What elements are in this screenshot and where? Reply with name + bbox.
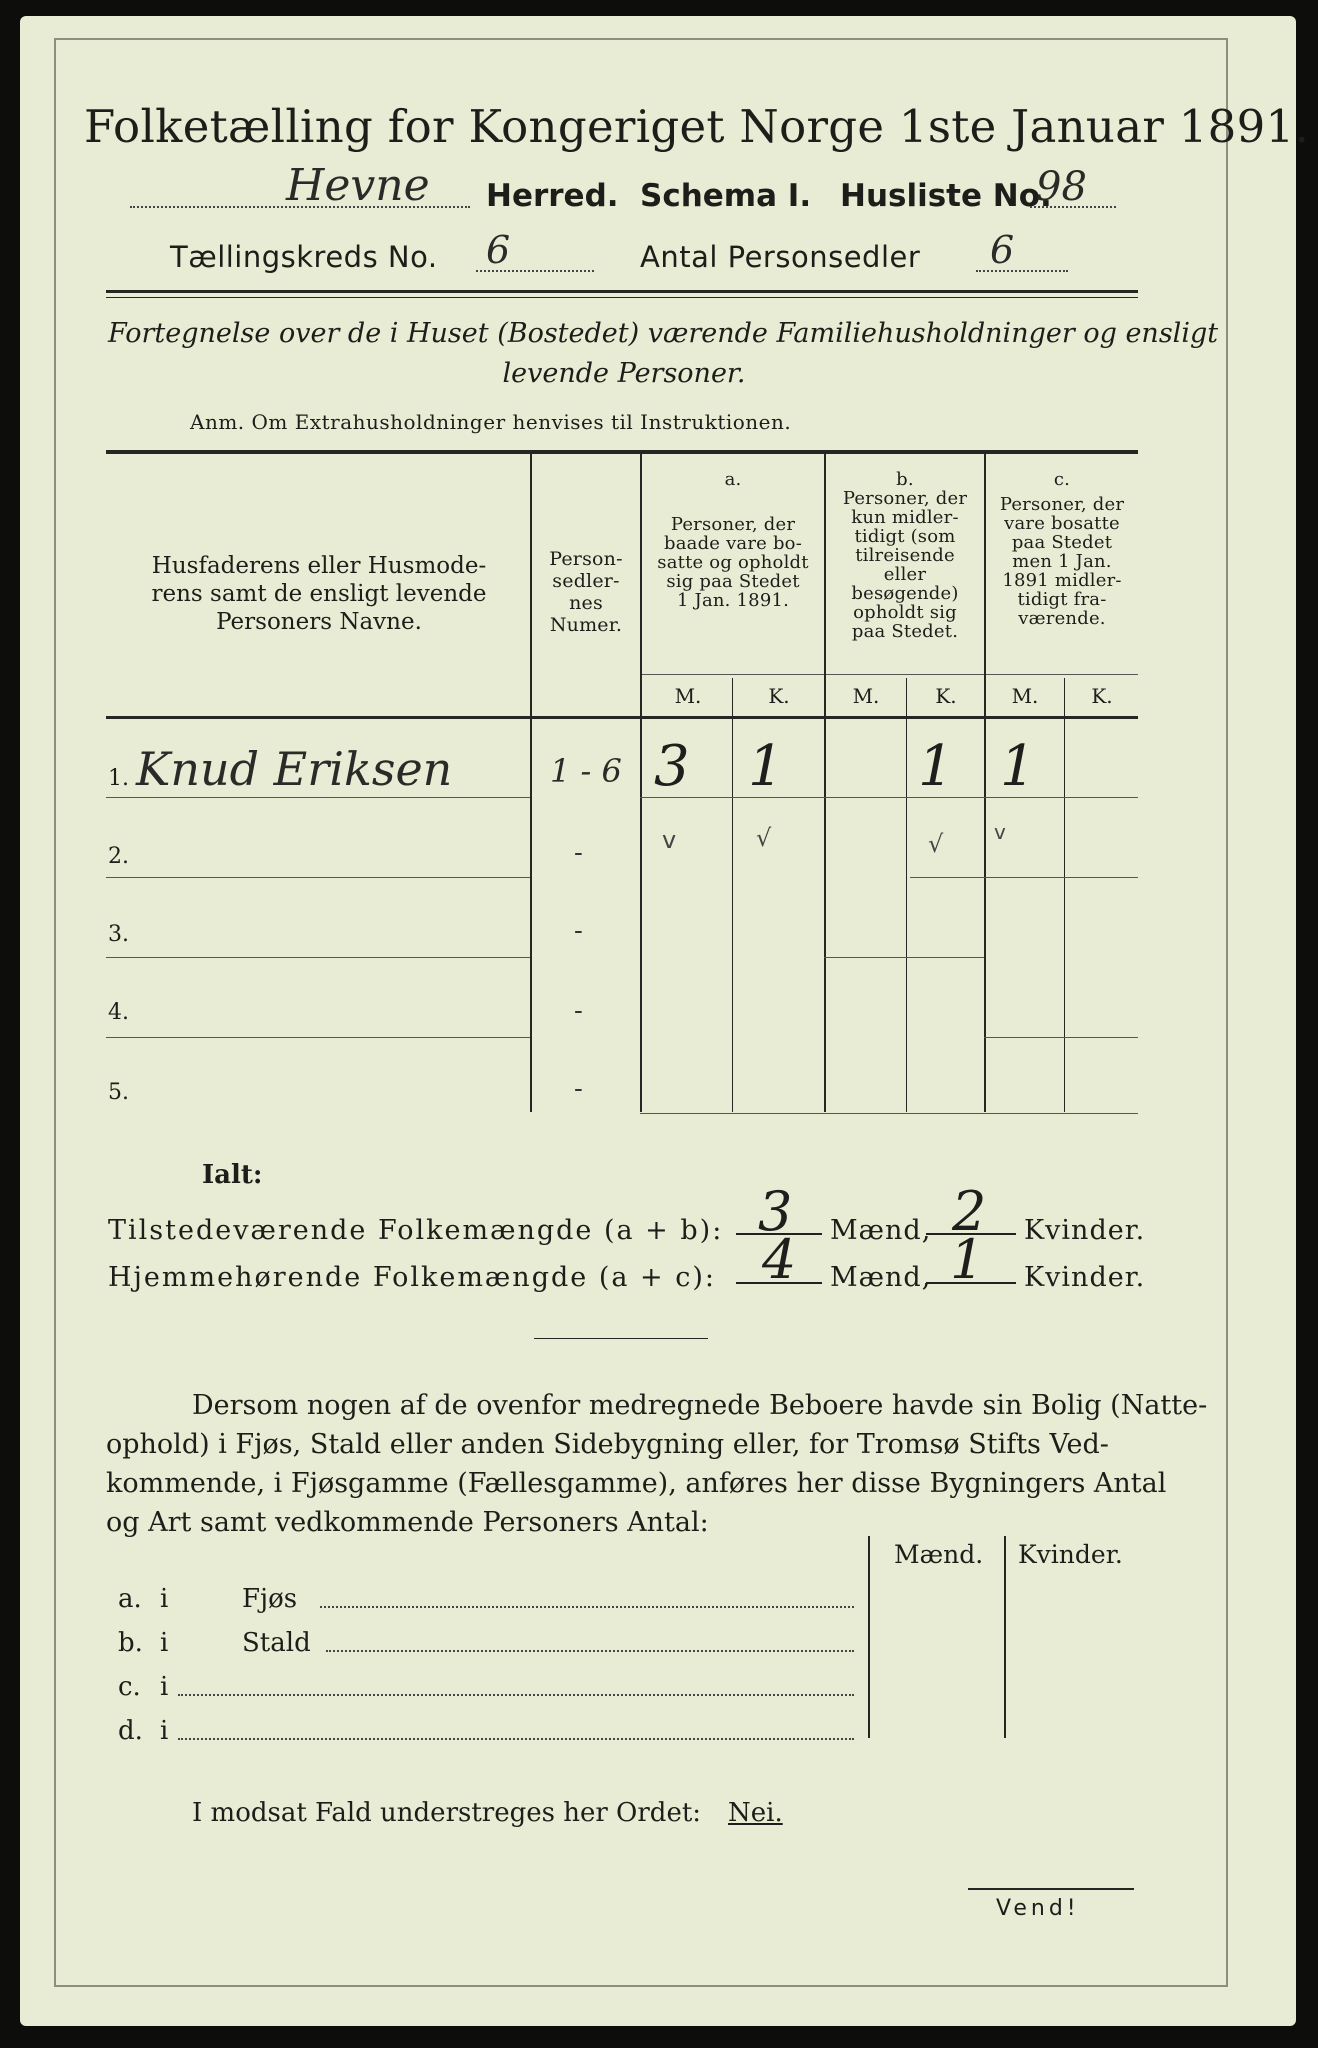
building-letter: d.	[118, 1716, 143, 1746]
row-a-k: √	[756, 824, 772, 852]
husliste-label: Husliste No.	[840, 178, 1052, 214]
header-a-line-2: baade vare bo-	[663, 533, 802, 554]
tilstede-label: Tilstedeværende Folkemængde (a + b):	[108, 1215, 724, 1246]
header-rule-top	[106, 290, 1138, 293]
tilstede-maend-value: 3	[758, 1180, 793, 1243]
row-sedler: -	[574, 838, 583, 868]
building-prep: i	[160, 1628, 169, 1658]
header-c-line-3: paa Stedet	[1011, 532, 1113, 553]
tilstede-maend-label: Mænd,	[830, 1215, 932, 1246]
row-number: 2.	[108, 844, 129, 869]
header-a-k: K.	[768, 684, 790, 708]
header-rule-bottom	[106, 297, 1138, 298]
row-rule-1-names	[106, 797, 530, 798]
totals-separator	[534, 1338, 708, 1339]
header-num-line-3: nes	[569, 592, 603, 614]
header-col-c	[986, 470, 1138, 628]
header-b-line-6: besøgende)	[851, 583, 959, 604]
header-b-line-4: tilreisende	[855, 545, 955, 566]
header-c-k: K.	[1091, 684, 1113, 708]
tilstede-kvinder-value: 2	[952, 1180, 987, 1243]
building-dotted-line	[326, 1650, 854, 1652]
header-b-line-1: Personer, der	[842, 488, 968, 509]
row-rule-3-data	[824, 957, 984, 958]
building-letter: b.	[118, 1628, 143, 1658]
header-a-line-5: 1 Jan. 1891.	[676, 590, 790, 611]
col-divider-c-mk	[1064, 678, 1065, 1112]
row-a-k: 1	[748, 734, 784, 799]
row-number: 5.	[108, 1080, 129, 1105]
header-b-k: K.	[935, 684, 957, 708]
header-num-line-4: Numer.	[549, 614, 623, 636]
para-line-1: Dersom nogen af de ovenfor medregnede Beboere havde sin Bolig (Natte-	[192, 1390, 1208, 1421]
husliste-value: 98	[1036, 164, 1087, 210]
building-prep: i	[160, 1584, 169, 1614]
header-c-line-4: men 1 Jan.	[1012, 551, 1112, 572]
row-a-m: v	[662, 826, 677, 854]
para-line-2: ophold) i Fjøs, Stald eller anden Sidebygning eller, for Tromsø Stifts Ved-	[106, 1429, 1109, 1460]
row-number: 1.	[108, 766, 129, 791]
anm-note: Anm. Om Extrahusholdninger henvises til Instruktionen.	[190, 410, 792, 434]
hjemme-label: Hjemmehørende Folkemængde (a + c):	[108, 1262, 716, 1293]
para-line-3: kommende, i Fjøsgamme (Fællesgamme), anføres her disse Bygningers Antal	[106, 1468, 1167, 1499]
building-dotted-line	[178, 1694, 854, 1696]
kreds-label: Tællingskreds No.	[170, 240, 438, 274]
building-prep: i	[160, 1716, 169, 1746]
herred-handwritten: Hevne	[286, 160, 430, 211]
row-sedler: 1 - 6	[550, 752, 622, 790]
buildings-kvinder-header: Kvinder.	[1018, 1540, 1123, 1569]
col-divider-names	[530, 454, 532, 1112]
header-b-letter: b.	[896, 469, 914, 490]
hjemme-kvinder-label: Kvinder.	[1024, 1262, 1146, 1293]
schema-label: Schema I.	[640, 178, 812, 214]
para-line-4: og Art samt vedkommende Personers Antal:	[106, 1507, 709, 1538]
header-b-line-7: opholdt sig	[853, 602, 957, 623]
row-rule-3-names	[106, 957, 530, 958]
vend-text: Vend!	[996, 1896, 1080, 1921]
row-rule-5-data	[640, 1113, 1138, 1114]
herred-label: Herred.	[486, 178, 619, 214]
intro-line-1: Fortegnelse over de i Huset (Bostedet) værende Familiehusholdninger og ensligt	[108, 318, 1219, 349]
header-c-line-5: 1891 midler-	[1002, 570, 1122, 591]
hjemme-maend-value: 4	[762, 1228, 797, 1291]
building-letter: a.	[118, 1584, 142, 1614]
header-a-m: M.	[674, 684, 702, 708]
intro-line-2: levende Personer.	[502, 358, 746, 389]
row-rule-4-data	[984, 1037, 1138, 1038]
ialt-label: Ialt:	[202, 1160, 263, 1190]
nei-word: Nei.	[728, 1798, 783, 1828]
header-b-line-3: tidigt (som	[854, 526, 956, 547]
buildings-maend-header: Mænd.	[894, 1540, 984, 1569]
header-names-line-3: Personers Navne.	[216, 609, 422, 635]
row-name: Knud Eriksen	[136, 742, 453, 796]
header-num-line-1: Person-	[549, 548, 623, 570]
row-rule-4-names	[106, 1037, 530, 1038]
building-letter: c.	[118, 1672, 141, 1702]
buildings-paragraph	[106, 1386, 1208, 1542]
header-a-letter: a.	[724, 469, 742, 490]
header-c-m: M.	[1011, 684, 1039, 708]
header-c-letter: c.	[1053, 469, 1071, 490]
building-label: Fjøs	[242, 1584, 298, 1614]
header-col-a	[644, 470, 822, 610]
header-a-line-3: satte og opholdt	[657, 552, 809, 573]
row-sedler: -	[574, 996, 583, 1026]
tilstede-kvinder-label: Kvinder.	[1024, 1215, 1146, 1246]
header-b-line-2: kun midler-	[851, 507, 959, 528]
vend-rule	[968, 1888, 1134, 1890]
row-rule-2-data	[910, 877, 1138, 878]
modsat-text: I modsat Fald understreges her Ordet:	[192, 1798, 702, 1828]
header-names	[112, 552, 526, 636]
col-divider-a-mk	[732, 678, 733, 1112]
row-a-m: 3	[654, 734, 690, 799]
building-dotted-line	[320, 1606, 854, 1608]
mk-subheader-rule	[640, 674, 1138, 675]
row-b-k: 1	[918, 734, 954, 799]
buildings-col-divider-1	[868, 1536, 870, 1738]
col-divider-num	[640, 454, 642, 1112]
form-title: Folketælling for Kongeriget Norge 1ste Januar 1891.	[84, 100, 1310, 153]
header-sedler-num	[534, 548, 638, 636]
building-label: Stald	[242, 1628, 311, 1658]
row-sedler: -	[574, 1074, 583, 1104]
row-c-m: 1	[1000, 734, 1036, 799]
row-c-m: v	[994, 820, 1006, 844]
col-divider-b-mk	[906, 678, 907, 1112]
row-b-k: √	[928, 830, 944, 858]
header-a-line-1: Personer, der	[670, 514, 796, 535]
header-c-line-1: Personer, der	[999, 494, 1125, 515]
kreds-value: 6	[486, 228, 511, 272]
header-b-line-8: paa Stedet.	[851, 621, 959, 642]
building-dotted-line	[178, 1738, 854, 1740]
row-rule-2-names	[106, 877, 530, 878]
header-c-line-6: tidigt fra-	[1017, 589, 1107, 610]
row-number: 3.	[108, 922, 129, 947]
hjemme-kvinder-value: 1	[950, 1228, 985, 1291]
header-names-line-1: Husfaderens eller Husmode-	[151, 553, 487, 579]
hjemme-maend-label: Mænd,	[830, 1262, 932, 1293]
row-number: 4.	[108, 1000, 129, 1025]
header-num-line-2: sedler-	[552, 570, 620, 592]
header-a-line-4: sig paa Stedet	[666, 571, 800, 592]
personsedler-value: 6	[990, 228, 1015, 272]
header-names-line-2: rens samt de ensligt levende	[151, 581, 487, 607]
header-b-m: M.	[852, 684, 880, 708]
row-rule-1-data	[640, 797, 1138, 798]
header-c-line-2: vare bosatte	[1004, 513, 1120, 534]
personsedler-label: Antal Personsedler	[640, 240, 921, 274]
header-c-line-7: værende.	[1018, 608, 1106, 629]
building-prep: i	[160, 1672, 169, 1702]
buildings-col-divider-2	[1004, 1536, 1006, 1738]
row-sedler: -	[574, 916, 583, 946]
header-b-line-5: eller	[883, 564, 927, 585]
header-col-b	[826, 470, 984, 641]
